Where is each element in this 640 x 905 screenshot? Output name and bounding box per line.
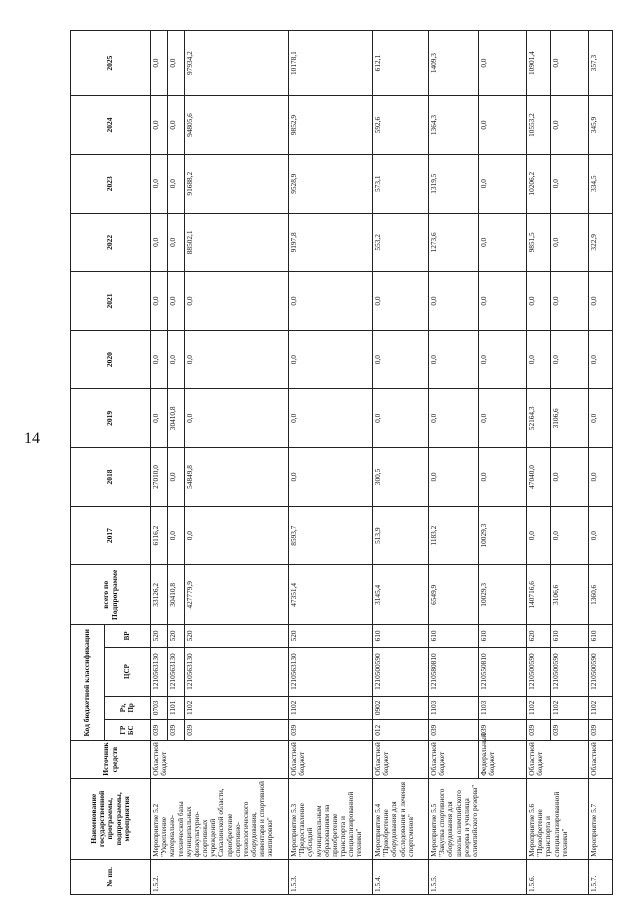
cell-value: 91688,2 <box>185 154 289 213</box>
cell-csr: 1210500590 <box>551 647 589 696</box>
cell-value: 0,0 <box>168 154 185 213</box>
cell-value: 334,5 <box>589 154 613 213</box>
cell-value: 0,0 <box>289 448 373 507</box>
cell-csr: 1210550810 <box>479 647 527 696</box>
cell-value: 0,0 <box>289 272 373 331</box>
cell-grbs: 039 <box>151 720 168 741</box>
col-total: всего по Подпрограмме <box>71 565 151 625</box>
cell-value: 0,0 <box>373 389 429 448</box>
row-number: 1.5.3. <box>289 859 373 894</box>
cell-value: 0,0 <box>168 213 185 272</box>
cell-csr: 1210500590 <box>527 647 551 696</box>
cell-grbs: 039 <box>551 720 589 741</box>
cell-csr: 1210500590 <box>373 647 429 696</box>
cell-vr: 520 <box>151 625 168 647</box>
cell-value: 1364,3 <box>429 96 479 155</box>
cell-value: 88502,1 <box>185 213 289 272</box>
cell-value: 54849,8 <box>185 448 289 507</box>
col-source: Источник средств <box>71 741 151 778</box>
cell-value: 9852,9 <box>289 96 373 155</box>
cell-value: 0,0 <box>479 272 527 331</box>
cell-total: 427779,9 <box>185 565 289 625</box>
cell-value: 0,0 <box>527 272 551 331</box>
cell-value: 553,2 <box>373 213 429 272</box>
cell-value: 0,0 <box>151 96 168 155</box>
cell-value: 0,0 <box>589 330 613 389</box>
table-row <box>527 31 551 895</box>
cell-csr: 1210563130 <box>289 647 373 696</box>
row-number: 1.5.4. <box>373 859 429 894</box>
cell-value: 0,0 <box>551 506 589 565</box>
cell-value: 0,0 <box>429 330 479 389</box>
cell-total: 47351,4 <box>289 565 373 625</box>
cell-grbs: 039 <box>527 720 551 741</box>
cell-value: 0,0 <box>551 96 589 155</box>
cell-value: 0,0 <box>479 330 527 389</box>
row-name: Мероприятие 5.4 "Приобретение оборудования для обследования и лечения спортсменов" <box>373 778 429 859</box>
cell-value: 10178,1 <box>289 31 373 96</box>
cell-value: 10553,2 <box>527 96 551 155</box>
cell-value: 0,0 <box>551 213 589 272</box>
row-name: Мероприятие 5.2 "Укрепление материально-технической базы муниципальных физкультурно-спортивных учреждений Сахалинской области, приобретение спортивно-технологического оборудования, инвентаря и спортивной экипировки" <box>151 778 289 859</box>
cell-grbs: 039 <box>589 720 613 741</box>
cell-grbs: 039 <box>168 720 185 741</box>
table-row <box>373 31 429 895</box>
col-year: 2024 <box>71 96 151 155</box>
row-source: Областной бюджет <box>289 741 373 778</box>
cell-total: 33126,2 <box>151 565 168 625</box>
cell-vr: 610 <box>429 625 479 647</box>
cell-value: 9197,8 <box>289 213 373 272</box>
cell-value: 10901,4 <box>527 31 551 96</box>
cell-value: 0,0 <box>185 389 289 448</box>
cell-value: 0,0 <box>151 330 168 389</box>
cell-grbs: 012 <box>373 720 429 741</box>
cell-value: 0,0 <box>185 272 289 331</box>
cell-vr: 520 <box>289 625 373 647</box>
cell-value: 0,0 <box>551 272 589 331</box>
row-source: Областной бюджет <box>429 741 479 778</box>
cell-value: 97934,2 <box>185 31 289 96</box>
cell-value: 0,0 <box>479 389 527 448</box>
col-year: 2023 <box>71 154 151 213</box>
cell-value: 0,0 <box>289 389 373 448</box>
cell-value: 0,0 <box>151 154 168 213</box>
cell-value: 0,0 <box>168 506 185 565</box>
cell-value: 0,0 <box>589 448 613 507</box>
cell-value: 0,0 <box>168 96 185 155</box>
cell-vr: 610 <box>479 625 527 647</box>
cell-csr: 1210563130 <box>168 647 185 696</box>
cell-value: 0,0 <box>429 448 479 507</box>
col-year: 2017 <box>71 506 151 565</box>
cell-value: 0,0 <box>551 31 589 96</box>
cell-value: 0,0 <box>168 272 185 331</box>
cell-value: 513,9 <box>373 506 429 565</box>
cell-value: 0,0 <box>589 389 613 448</box>
cell-value: 0,0 <box>479 31 527 96</box>
cell-total: 10029,3 <box>479 565 527 625</box>
cell-value: 94805,6 <box>185 96 289 155</box>
cell-rzpr: 0902 <box>373 696 429 719</box>
cell-value: 300,5 <box>373 448 429 507</box>
row-source: Областной бюджет <box>151 741 289 778</box>
cell-vr: 610 <box>373 625 429 647</box>
col-year: 2021 <box>71 272 151 331</box>
cell-value: 357,3 <box>589 31 613 96</box>
cell-value: 47040,0 <box>527 448 551 507</box>
cell-value: 27010,0 <box>151 448 168 507</box>
cell-value: 30410,8 <box>168 389 185 448</box>
cell-vr: 610 <box>551 625 589 647</box>
cell-value: 0,0 <box>551 330 589 389</box>
cell-value: 1319,5 <box>429 154 479 213</box>
cell-value: 0,0 <box>168 448 185 507</box>
cell-value: 0,0 <box>151 213 168 272</box>
cell-value: 0,0 <box>151 389 168 448</box>
cell-value: 0,0 <box>429 272 479 331</box>
table-row <box>151 31 168 895</box>
cell-value: 322,9 <box>589 213 613 272</box>
cell-value: 0,0 <box>479 213 527 272</box>
cell-value: 345,9 <box>589 96 613 155</box>
cell-total: 140716,6 <box>527 565 551 625</box>
cell-value: 0,0 <box>151 272 168 331</box>
table-row <box>429 31 479 895</box>
cell-value: 592,6 <box>373 96 429 155</box>
cell-value: 10206,2 <box>527 154 551 213</box>
cell-grbs: 039 <box>185 720 289 741</box>
cell-total: 3106,6 <box>551 565 589 625</box>
row-name: Мероприятие 5.7 <box>589 778 613 859</box>
cell-value: 0,0 <box>185 330 289 389</box>
row-number: 1.5.5. <box>429 859 527 894</box>
cell-value: 0,0 <box>168 330 185 389</box>
col-rzpr: Рз, Пр <box>105 696 151 719</box>
cell-value: 612,1 <box>373 31 429 96</box>
cell-csr: 1210563130 <box>185 647 289 696</box>
cell-csr: 1210580810 <box>429 647 479 696</box>
cell-value: 0,0 <box>551 154 589 213</box>
row-source: Федеральный бюджет <box>479 741 527 778</box>
cell-value: 1409,3 <box>429 31 479 96</box>
cell-value: 0,0 <box>185 506 289 565</box>
table-row <box>589 31 613 895</box>
cell-value: 0,0 <box>551 448 589 507</box>
cell-value: 9851,5 <box>527 213 551 272</box>
cell-value: 0,0 <box>479 448 527 507</box>
row-source: Областной <box>589 741 613 778</box>
col-grbs: ГР БС <box>105 720 151 741</box>
row-name: Мероприятие 5.5 "Закупка спортивного оборудования для школы олимпийского резерва и училища олимпийского резерва" <box>429 778 527 859</box>
cell-grbs: 039 <box>479 720 527 741</box>
budget-table <box>70 30 613 895</box>
cell-value: 0,0 <box>527 506 551 565</box>
col-csr: ЦСР <box>105 647 151 696</box>
cell-value: 10029,3 <box>479 506 527 565</box>
cell-value: 1273,6 <box>429 213 479 272</box>
cell-value: 0,0 <box>429 389 479 448</box>
cell-value: 0,0 <box>479 96 527 155</box>
cell-vr: 620 <box>527 625 551 647</box>
cell-csr: 1210563130 <box>151 647 168 696</box>
cell-grbs: 039 <box>429 720 479 741</box>
cell-rzpr: 1102 <box>289 696 373 719</box>
cell-total: 1360,6 <box>589 565 613 625</box>
table-row <box>289 31 373 895</box>
cell-value: 1183,2 <box>429 506 479 565</box>
cell-value: 0,0 <box>151 31 168 96</box>
row-number: 1.5.6. <box>527 859 589 894</box>
cell-value: 9528,9 <box>289 154 373 213</box>
cell-value: 0,0 <box>479 154 527 213</box>
cell-vr: 610 <box>589 625 613 647</box>
cell-rzpr: 1101 <box>168 696 185 719</box>
row-name: Мероприятие 5.3 "Предоставление субсидий муниципальным образованиям на приобретение транспорта и специализированной техники" <box>289 778 373 859</box>
col-year: 2018 <box>71 448 151 507</box>
cell-rzpr: 1102 <box>185 696 289 719</box>
cell-rzpr: 1102 <box>527 696 551 719</box>
budget-table-sheet <box>70 30 625 895</box>
cell-rzpr: 1103 <box>429 696 479 719</box>
col-year: 2020 <box>71 330 151 389</box>
col-kbk: Код бюджетной классификации <box>71 625 105 741</box>
cell-rzpr: 1102 <box>551 696 589 719</box>
page-number: 14 <box>24 430 40 447</box>
cell-value: 6116,2 <box>151 506 168 565</box>
cell-value: 0,0 <box>289 330 373 389</box>
cell-value: 0,0 <box>589 272 613 331</box>
col-no: № пп. <box>71 859 151 894</box>
cell-total: 6549,9 <box>429 565 479 625</box>
cell-total: 30410,8 <box>168 565 185 625</box>
cell-rzpr: 1103 <box>479 696 527 719</box>
row-number: 1.5.2. <box>151 859 289 894</box>
row-source: Областной бюджет <box>527 741 589 778</box>
cell-value: 0,0 <box>168 31 185 96</box>
cell-rzpr: 0703 <box>151 696 168 719</box>
cell-grbs: 039 <box>289 720 373 741</box>
col-vr: ВР <box>105 625 151 647</box>
cell-value: 52164,3 <box>527 389 551 448</box>
cell-rzpr: 1102 <box>589 696 613 719</box>
col-year: 2025 <box>71 31 151 96</box>
col-year: 2022 <box>71 213 151 272</box>
cell-value: 8593,7 <box>289 506 373 565</box>
row-number: 1.5.7. <box>589 859 613 894</box>
cell-value: 0,0 <box>373 272 429 331</box>
row-name: Мероприятие 5.6 "Приобретение транспорта и специализированной техники" <box>527 778 589 859</box>
cell-total: 3145,4 <box>373 565 429 625</box>
cell-vr: 520 <box>185 625 289 647</box>
col-name: Наименование государственной программы, подпрограммы, мероприятия <box>71 778 151 859</box>
cell-vr: 520 <box>168 625 185 647</box>
row-source: Областной бюджет <box>373 741 429 778</box>
cell-csr: 1210500590 <box>589 647 613 696</box>
cell-value: 0,0 <box>373 330 429 389</box>
table-row <box>479 31 527 895</box>
cell-value: 573,1 <box>373 154 429 213</box>
col-year: 2019 <box>71 389 151 448</box>
cell-value: 0,0 <box>589 506 613 565</box>
cell-value: 0,0 <box>527 330 551 389</box>
cell-value: 3106,6 <box>551 389 589 448</box>
